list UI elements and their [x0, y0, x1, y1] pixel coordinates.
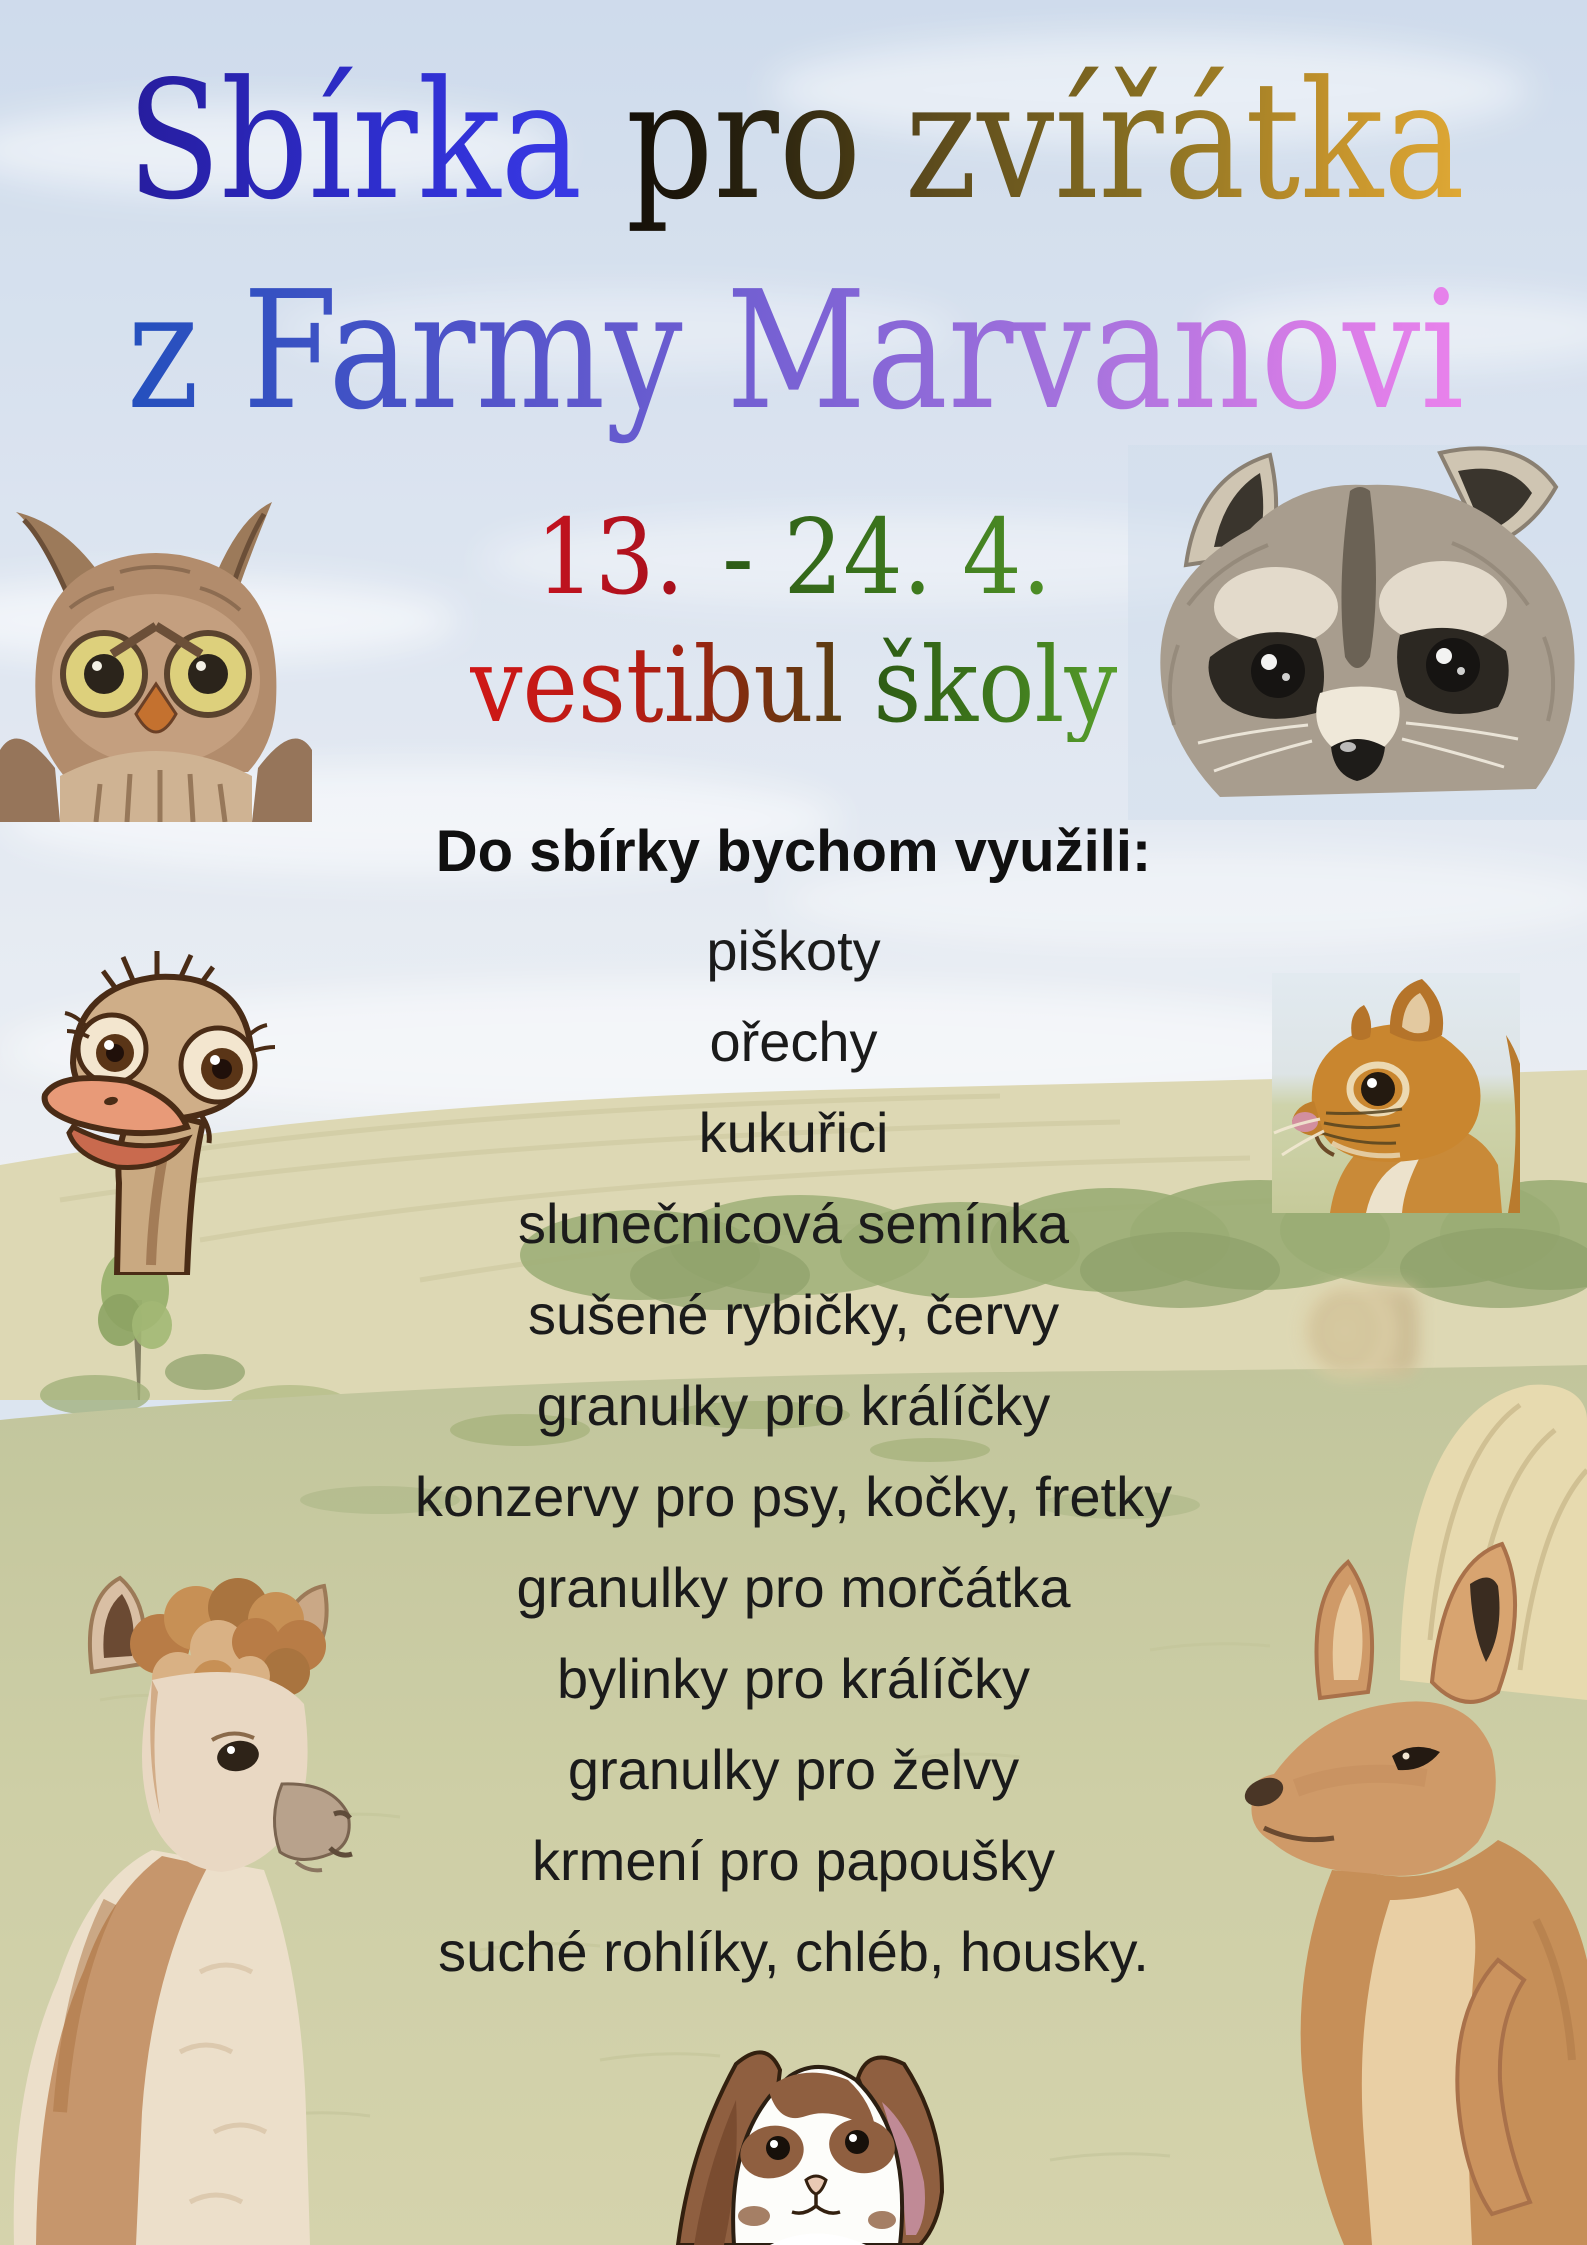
list-item: piškoty — [706, 919, 881, 982]
list-item: konzervy pro psy, kočky, fretky — [414, 1465, 1173, 1528]
list-item: granulky pro želvy — [567, 1738, 1020, 1801]
title-word-pro: pro — [625, 47, 862, 236]
location-word-vestibul: vestibul — [469, 624, 844, 746]
list-heading: Do sbírky bychom využili: — [435, 819, 1152, 884]
title-word-zviratka: zvířátka — [904, 47, 1465, 236]
list-item: kukuřici — [698, 1101, 889, 1164]
items-list — [0, 905, 1587, 1997]
rabbit-illustration — [620, 2030, 1010, 2245]
raccoon-illustration — [1128, 425, 1587, 820]
list-item: sušené rybičky, červy — [527, 1283, 1060, 1346]
list-item: ořechy — [709, 1010, 878, 1073]
list-item: krmení pro papoušky — [532, 1829, 1055, 1892]
list-item: suché rohlíky, chléb, housky. — [438, 1920, 1149, 1983]
title-word-sbirka: Sbírka — [126, 47, 583, 236]
list-item: granulky pro morčátka — [516, 1556, 1071, 1619]
date-end: - 24. 4. — [722, 496, 1052, 618]
location-line — [79, 624, 1507, 746]
list-item: slunečnicová semínka — [518, 1192, 1069, 1255]
list-item: bylinky pro králíčky — [556, 1647, 1031, 1710]
date-range — [79, 496, 1507, 618]
location-word-skoly: školy — [873, 624, 1118, 746]
list-item: granulky pro králíčky — [536, 1374, 1051, 1437]
date-start: 13. — [535, 496, 685, 618]
poster-title-line2: z Farmy Marvanovi — [126, 257, 1465, 446]
poster-title-line1 — [126, 47, 1465, 236]
